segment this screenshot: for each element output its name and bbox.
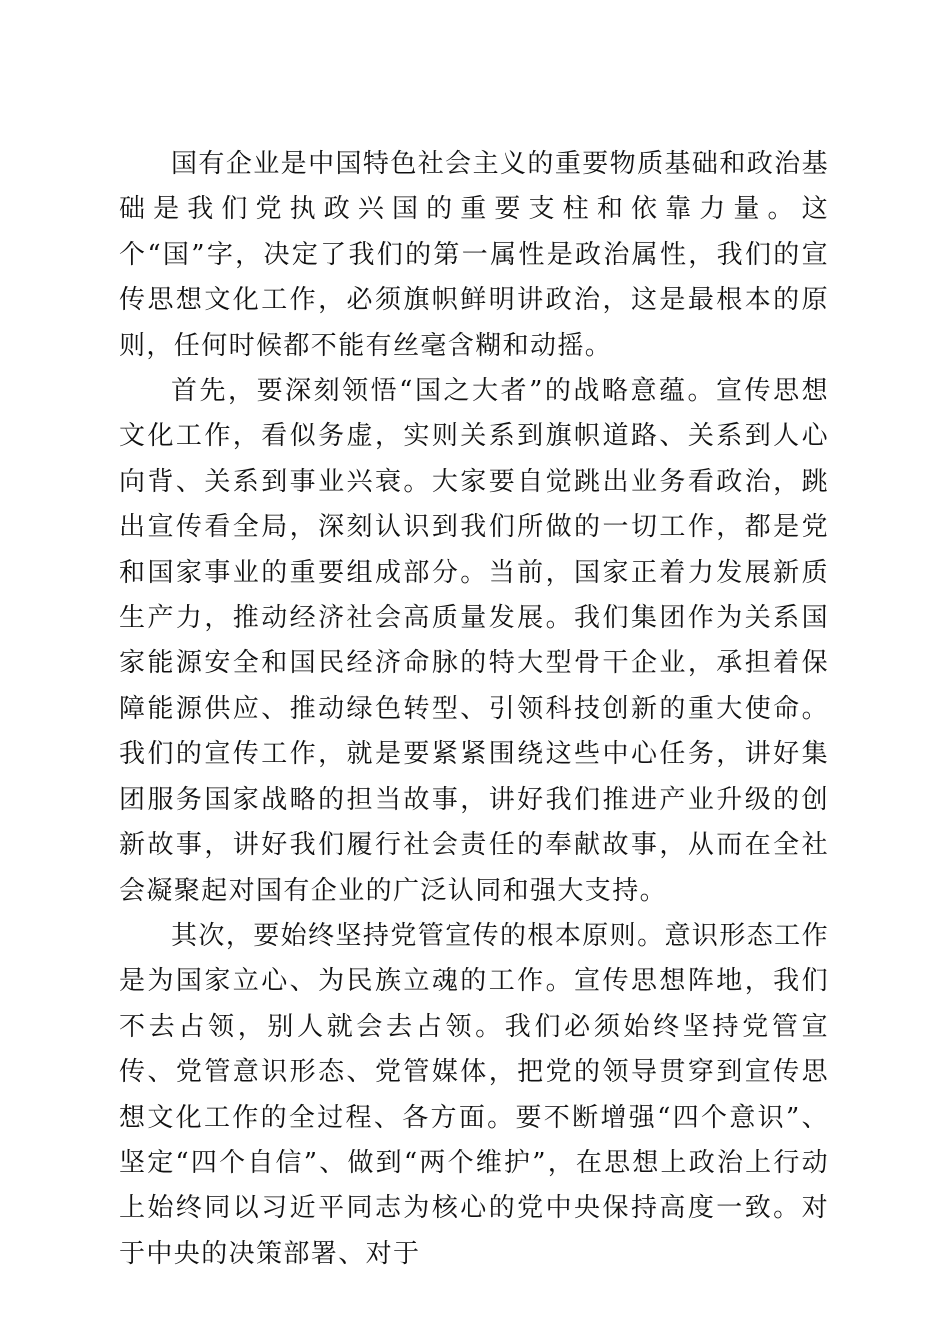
paragraph-3: 其次，要始终坚持党管宣传的根本原则。意识形态工作是为国家立心、为民族立魂的工作。宣传思想阵地，我们不去占领，别人就会去占领。我们必须始终坚持党管宣传、党管意识形态、党管媒体，把党的领导贯穿到宣传思想文化工作的全过程、各方面。要不断增强“四个意识”、坚定“四个自信”、做到“两个维护”，在思想上政治上行动上始终同以习近平同志为核心的党中央保持高度一致。对于中央的决策部署、对于: [119, 920, 829, 1269]
paragraph-1: 国有企业是中国特色社会主义的重要物质基础和政治基础是我们党执政兴国的重要支柱和依靠力量。这个“国”字，决定了我们的第一属性是政治属性，我们的宣传思想文化工作，必须旗帜鲜明讲政治，这是最根本的原则，任何时候都不能有丝毫含糊和动摇。: [119, 149, 829, 361]
paragraph-2: 首先，要深刻领悟“国之大者”的战略意蕴。宣传思想文化工作，看似务虚，实则关系到旗帜道路、关系到人心向背、关系到事业兴衰。大家要自觉跳出业务看政治，跳出宣传看全局，深刻认识到我们所做的一切工作，都是党和国家事业的重要组成部分。当前，国家正着力发展新质生产力，推动经济社会高质量发展。我们集团作为关系国家能源安全和国民经济命脉的特大型骨干企业，承担着保障能源供应、推动绿色转型、引领科技创新的重大使命。我们的宣传工作，就是要紧紧围绕这些中心任务，讲好集团服务国家战略的担当故事，讲好我们推进产业升级的创新故事，讲好我们履行社会责任的奉献故事，从而在全社会凝聚起对国有企业的广泛认同和强大支持。: [119, 376, 829, 906]
document-body: [119, 142, 829, 1277]
